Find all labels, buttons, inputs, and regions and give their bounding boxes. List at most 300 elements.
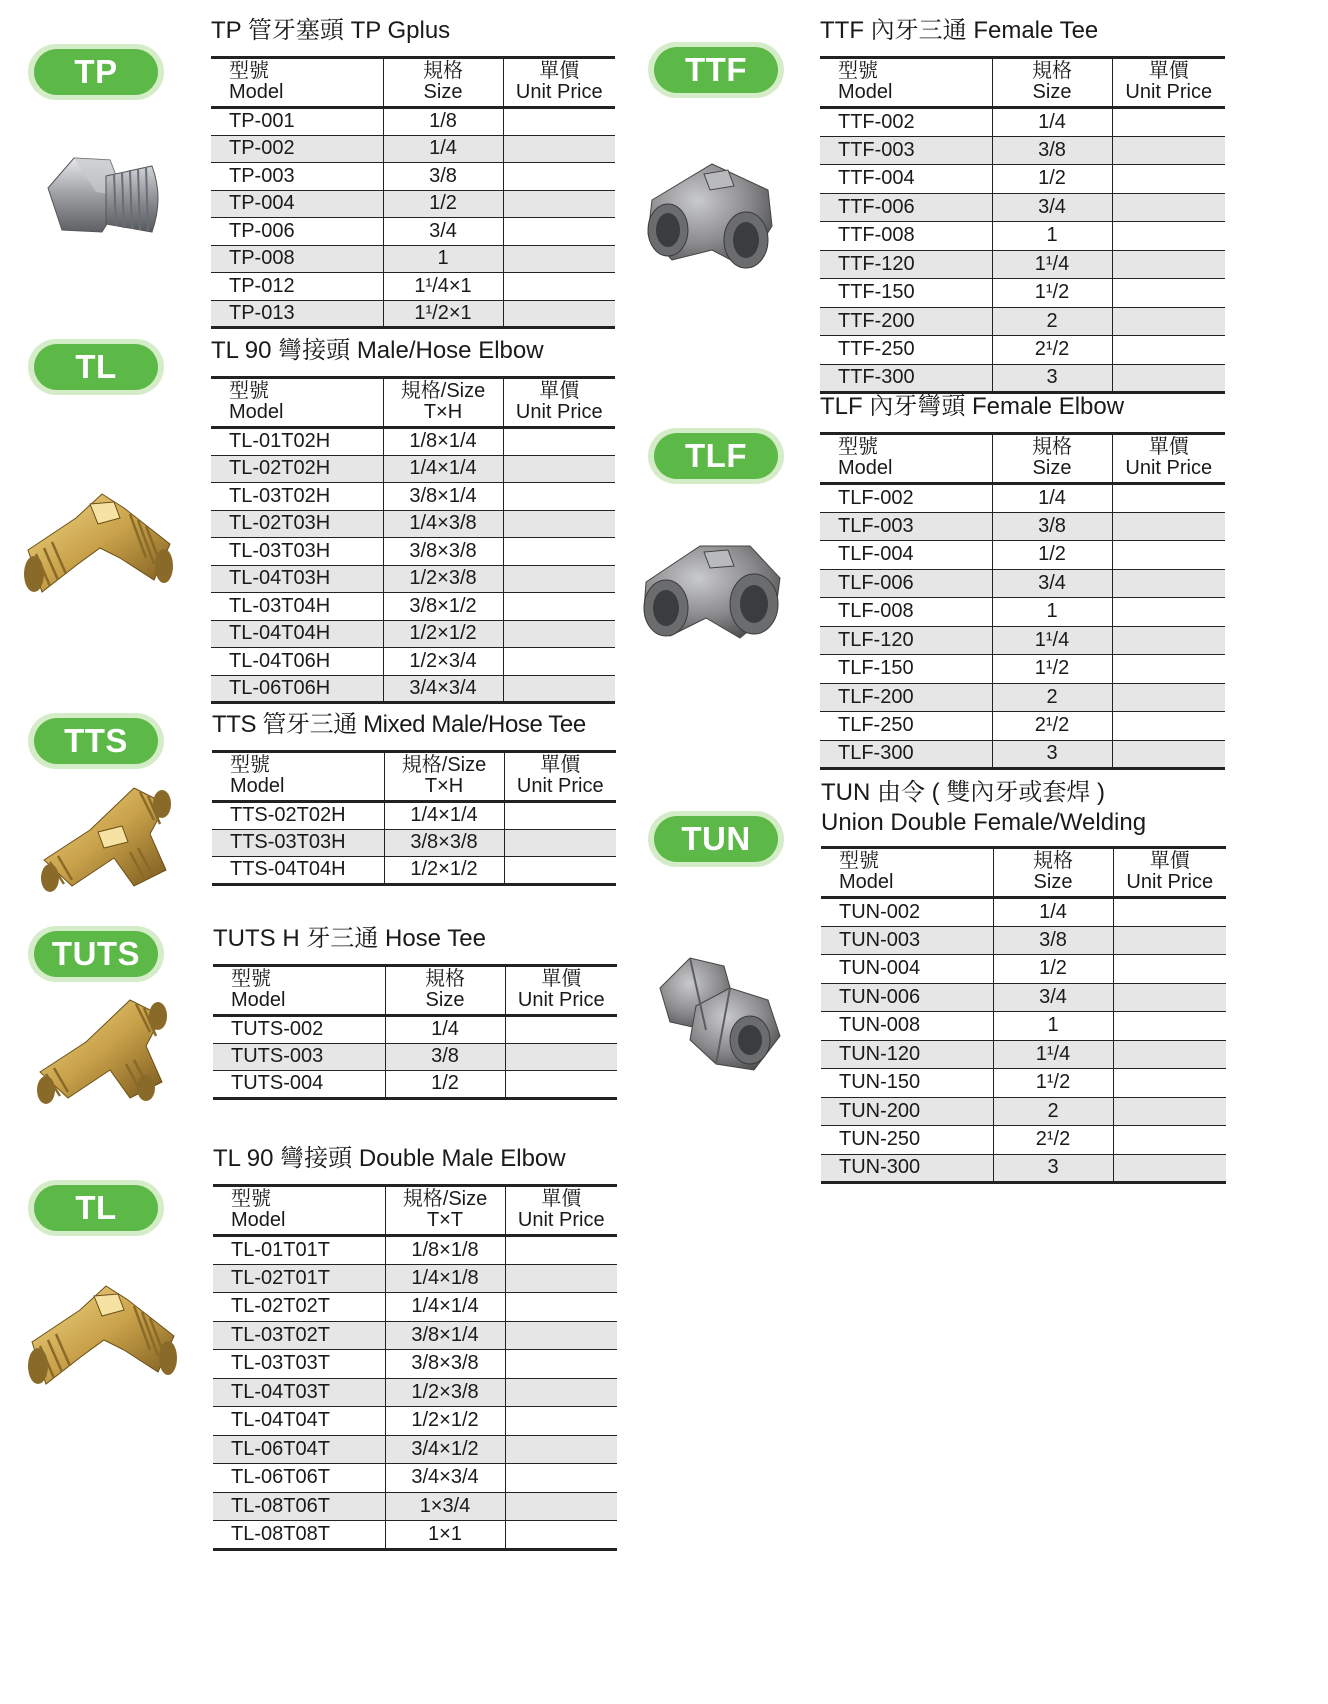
size-cell: 1/4×1/4 [385,1293,505,1322]
spec-table-tts [212,750,616,886]
price-cell [503,108,615,136]
model-cell: TLF-300 [820,740,992,769]
price-cell [504,802,616,830]
col-model: 型號 Model [838,436,893,479]
model-cell: TTF-200 [820,307,992,336]
badge-tl-hose [28,339,164,395]
model-cell: TLF-120 [820,626,992,655]
size-cell: 1 [992,598,1112,627]
table-row [820,165,1225,194]
size-cell: 3 [993,1154,1113,1183]
table-row [820,683,1225,712]
model-cell: TTF-002 [838,110,915,133]
price-cell [1112,136,1225,165]
table-row [820,598,1225,627]
section-title: TUTS H 牙三通 Hose Tee [213,925,486,952]
model-cell: TL-08T06T [213,1492,385,1521]
price-cell [503,593,615,621]
table-row [821,1040,1226,1069]
section-title: TTF 內牙三通 Female Tee [820,17,1099,44]
badge-tl-label: TL [34,344,158,390]
size-cell: 1/2×1/2 [385,1407,505,1436]
table-row [821,955,1226,984]
model-cell: TUN-150 [839,1071,921,1094]
size-cell: 1/4×1/4 [384,802,504,830]
price-cell [1112,484,1225,513]
model-cell: TLF-002 [838,486,914,509]
table-row [213,1492,617,1521]
col-size: 規格/Size T×H [383,378,503,428]
table-row [821,898,1226,927]
table-row [213,1043,617,1071]
price-cell [503,455,615,483]
model-cell: TTS-03T03H [212,829,384,857]
price-cell [1113,983,1226,1012]
model-cell: TL-04T03H [211,565,383,593]
size-cell: 1¹/2×1 [383,300,503,328]
size-cell: 3/8 [992,136,1112,165]
price-cell [1112,222,1225,251]
table-row [821,1069,1226,1098]
size-cell: 1/4×3/8 [383,510,503,538]
table-row [820,336,1225,365]
size-cell: 1/2 [993,955,1113,984]
size-cell: 3/4×1/2 [385,1435,505,1464]
table-row [820,655,1225,684]
table-row [213,1016,617,1044]
section-tuts [213,924,617,1100]
size-cell: 1¹/4 [992,626,1112,655]
model-cell: TL-03T02T [213,1321,385,1350]
model-cell: TTF-006 [820,193,992,222]
price-cell [1112,569,1225,598]
size-cell: 1/8×1/4 [383,428,503,456]
size-cell: 3/8 [992,512,1112,541]
size-cell: 1/4 [992,108,1112,137]
col-size: 規格 Size [992,434,1112,484]
spec-table-ttf [820,56,1225,394]
section-title: TTS 管牙三通 Mixed Male/Hose Tee [212,711,586,738]
size-cell: 2 [992,683,1112,712]
price-cell [1113,1126,1226,1155]
table-row [821,983,1226,1012]
table-row [820,569,1225,598]
price-cell [1112,626,1225,655]
brass-elbow-icon [20,488,180,606]
table-header [211,378,615,428]
price-cell [1112,683,1225,712]
brass-tee-icon [34,990,174,1106]
table-row [213,1435,617,1464]
price-cell [503,218,615,246]
size-cell: 3/8 [385,1043,505,1071]
model-cell: TLF-200 [820,683,992,712]
spec-table-tl-double [213,1184,617,1551]
size-cell: 1/2 [383,190,503,218]
model-cell: TUN-004 [839,957,921,980]
table-row [211,675,615,703]
size-cell: 2¹/2 [993,1126,1113,1155]
table-row [820,541,1225,570]
price-cell [503,648,615,676]
model-cell: TLF-004 [838,543,914,566]
price-cell [503,163,615,191]
table-row [213,1264,617,1293]
badge-tts [28,713,164,769]
price-cell [503,135,615,163]
table-row [211,300,615,328]
col-size: 規格 Size [992,58,1112,108]
model-cell: TLF-150 [838,657,914,680]
table-row [820,626,1225,655]
model-cell: TL-03T03H [229,539,331,562]
price-cell [505,1071,617,1099]
model-cell: TTF-150 [838,281,915,304]
size-cell: 1/2×1/2 [383,620,503,648]
model-cell: TL-03T02H [229,484,331,507]
badge-tl-double [28,1180,164,1236]
col-model: 型號 Model [229,60,284,103]
brass-elbow-icon [24,1280,184,1398]
model-cell: TUTS-002 [231,1018,324,1041]
model-cell: TL-04T03T [213,1378,385,1407]
model-cell: TLF-250 [838,714,914,737]
size-cell: 3/8×3/8 [385,1350,505,1379]
table-row [821,1097,1226,1126]
price-cell [1112,512,1225,541]
price-cell [1113,1012,1226,1041]
col-model: 型號 Model [231,1188,286,1231]
size-cell: 3 [992,364,1112,393]
table-row [820,740,1225,769]
table-row [211,108,615,136]
model-cell: TL-06T04T [213,1435,385,1464]
size-cell: 3/4 [992,193,1112,222]
size-cell: 3/4 [993,983,1113,1012]
section-title: TL 90 彎接頭 Male/Hose Elbow [211,337,544,364]
price-cell [1112,712,1225,741]
model-cell: TTF-003 [820,136,992,165]
table-row [213,1071,617,1099]
price-cell [505,1043,617,1071]
model-cell: TL-02T01T [213,1264,385,1293]
section-tts [212,710,616,886]
model-cell: TUN-003 [821,926,993,955]
badge-tun [648,811,784,867]
table-header [211,58,615,108]
price-cell [1112,740,1225,769]
size-cell: 1¹/4 [992,250,1112,279]
size-cell: 3/4×3/4 [385,1464,505,1493]
col-model: 型號 Model [838,60,893,103]
size-cell: 1¹/2 [993,1069,1113,1098]
price-cell [1112,655,1225,684]
spec-table-tun [821,846,1226,1184]
model-cell: TTS-02T02H [230,804,346,827]
table-row [211,648,615,676]
price-cell [504,829,616,857]
size-cell: 1 [992,222,1112,251]
price-cell [503,620,615,648]
table-row [211,190,615,218]
badge-tp [28,44,164,100]
steel-tee-icon [642,150,782,276]
price-cell [503,245,615,273]
table-row [820,712,1225,741]
size-cell: 2¹/2 [992,712,1112,741]
price-cell [1112,307,1225,336]
price-cell [503,190,615,218]
model-cell: TUN-300 [821,1154,993,1183]
table-row [213,1464,617,1493]
price-cell [1113,926,1226,955]
table-row [211,565,615,593]
price-cell [1112,364,1225,393]
section-title: TP 管牙塞頭 TP Gplus [211,17,451,44]
col-size: 規格 Size [383,58,503,108]
size-cell: 1/4 [993,898,1113,927]
size-cell: 2 [992,307,1112,336]
model-cell: TL-06T06T [231,1466,330,1489]
table-row [820,193,1225,222]
table-row [211,538,615,566]
section-ttf [820,16,1225,394]
steel-union-icon [650,948,788,1080]
table-row [212,802,616,830]
section-tl-double [213,1144,617,1551]
price-cell [1113,1040,1226,1069]
size-cell: 1/2×3/8 [385,1378,505,1407]
price-cell [504,857,616,885]
col-model: 型號 Model [230,754,285,797]
model-cell: TLF-003 [820,512,992,541]
model-cell: TTF-300 [820,364,992,393]
table-header [213,1186,617,1236]
col-price: 單價 Unit Price [1112,58,1225,108]
model-cell: TLF-008 [838,600,914,623]
model-cell: TP-012 [229,274,295,297]
table-header [213,966,617,1016]
price-cell [1112,250,1225,279]
price-cell [1112,279,1225,308]
model-cell: TL-08T08T [231,1522,330,1545]
table-row [213,1521,617,1550]
badge-tuts [28,926,164,982]
size-cell: 1/2 [992,165,1112,194]
model-cell: TP-003 [229,164,295,187]
table-row [211,218,615,246]
section-title: TLF 內牙彎頭 Female Elbow [820,393,1125,420]
badge-tl-label: TL [34,1185,158,1231]
table-row [211,510,615,538]
model-cell: TUTS-004 [231,1072,324,1095]
table-row [820,279,1225,308]
table-row [820,136,1225,165]
size-cell: 1/2×1/2 [384,857,504,885]
badge-tun-label: TUN [654,816,778,862]
table-row [820,364,1225,393]
model-cell: TL-04T06H [229,649,331,672]
model-cell: TUN-002 [839,900,921,923]
price-cell [505,1435,617,1464]
price-cell [1112,598,1225,627]
price-cell [1112,541,1225,570]
model-cell: TTF-004 [838,167,915,190]
model-cell: TUN-200 [821,1097,993,1126]
col-size: 規格 Size [993,848,1113,898]
model-cell: TUN-008 [839,1014,921,1037]
badge-tts-label: TTS [34,718,158,764]
price-cell [505,1464,617,1493]
col-size: 規格/Size T×H [384,752,504,802]
spec-table-tuts [213,964,617,1100]
table-row [820,250,1225,279]
price-cell [505,1016,617,1044]
model-cell: TL-01T02H [229,430,331,453]
size-cell: 1¹/2 [992,279,1112,308]
table-row [821,1012,1226,1041]
model-cell: TUN-250 [839,1128,921,1151]
price-cell [505,1521,617,1550]
size-cell: 1/2 [385,1071,505,1099]
price-cell [1113,1069,1226,1098]
model-cell: TUTS-003 [213,1043,385,1071]
model-cell: TP-002 [211,135,383,163]
col-model: 型號 Model [231,968,286,1011]
table-header [212,752,616,802]
table-row [211,428,615,456]
model-cell: TP-008 [211,245,383,273]
table-row [212,857,616,885]
model-cell: TL-02T02T [231,1295,330,1318]
table-row [821,1126,1226,1155]
price-cell [505,1378,617,1407]
size-cell: 1¹/2 [992,655,1112,684]
table-row [213,1293,617,1322]
price-cell [503,565,615,593]
model-cell: TL-02T02H [211,455,383,483]
price-cell [503,300,615,328]
model-cell: TP-006 [229,219,295,242]
price-cell [503,273,615,301]
table-row [820,484,1225,513]
table-row [820,222,1225,251]
table-row [211,273,615,301]
table-row [211,163,615,191]
col-price: 單價 Unit Price [504,752,616,802]
price-cell [505,1321,617,1350]
model-cell: TL-02T03H [211,510,383,538]
size-cell: 1/2 [992,541,1112,570]
col-model: 型號 Model [229,380,284,423]
model-cell: TUN-120 [821,1040,993,1069]
col-price: 單價 Unit Price [505,1186,617,1236]
size-cell: 1/4 [383,135,503,163]
price-cell [1112,108,1225,137]
model-cell: TTF-008 [838,224,915,247]
size-cell: 3/8×3/8 [384,829,504,857]
price-cell [503,483,615,511]
section-tun [821,778,1226,1184]
badge-tlf [648,428,784,484]
size-cell: 3/8×1/2 [383,593,503,621]
size-cell: 1×1 [385,1521,505,1550]
size-cell: 2¹/2 [992,336,1112,365]
badge-ttf [648,42,784,98]
model-cell: TUN-006 [821,983,993,1012]
size-cell: 1/8×1/8 [385,1236,505,1265]
size-cell: 3/8×3/8 [383,538,503,566]
model-cell: TTF-120 [820,250,992,279]
size-cell: 1/4 [992,484,1112,513]
model-cell: TP-013 [211,300,383,328]
table-row [211,455,615,483]
col-size: 規格 Size [385,966,505,1016]
size-cell: 3/8 [383,163,503,191]
price-cell [1113,1154,1226,1183]
size-cell: 1¹/4×1 [383,273,503,301]
model-cell: TP-001 [229,110,295,133]
section-title: TUN 由令 ( 雙內牙或套焊 ) [821,779,1105,806]
price-cell [505,1492,617,1521]
section-tl-hose [211,336,615,704]
size-cell: 2 [993,1097,1113,1126]
price-cell [1112,165,1225,194]
model-cell: TL-04T04T [231,1409,330,1432]
hex-plug-icon [40,138,170,258]
price-cell [1112,336,1225,365]
table-row [211,483,615,511]
table-header [820,58,1225,108]
size-cell: 3/8×1/4 [385,1321,505,1350]
table-row [820,307,1225,336]
model-cell: TL-06T06H [211,675,383,703]
section-tp [211,16,615,329]
spec-table-tp [211,56,615,329]
size-cell: 1/8 [383,108,503,136]
spec-table-tl-hose [211,376,615,704]
badge-tlf-label: TLF [654,433,778,479]
table-row [821,1154,1226,1183]
size-cell: 1/4 [385,1016,505,1044]
price-cell [1113,898,1226,927]
price-cell [503,538,615,566]
size-cell: 1¹/4 [993,1040,1113,1069]
size-cell: 3/4 [992,569,1112,598]
size-cell: 3/8×1/4 [383,483,503,511]
table-row [211,135,615,163]
price-cell [1113,1097,1226,1126]
model-cell: TL-03T04H [229,594,331,617]
table-row [213,1236,617,1265]
table-row [820,512,1225,541]
size-cell: 1×3/4 [385,1492,505,1521]
price-cell [1112,193,1225,222]
size-cell: 1/4×1/8 [385,1264,505,1293]
col-price: 單價 Unit Price [503,58,615,108]
table-row [820,108,1225,137]
col-size: 規格/Size T×T [385,1186,505,1236]
table-row [213,1407,617,1436]
price-cell [505,1350,617,1379]
section-title: TL 90 彎接頭 Double Male Elbow [213,1145,566,1172]
size-cell: 1 [383,245,503,273]
price-cell [503,510,615,538]
table-header [820,434,1225,484]
price-cell [505,1407,617,1436]
badge-tuts-label: TUTS [34,931,158,977]
model-cell: TL-03T03T [231,1352,330,1375]
